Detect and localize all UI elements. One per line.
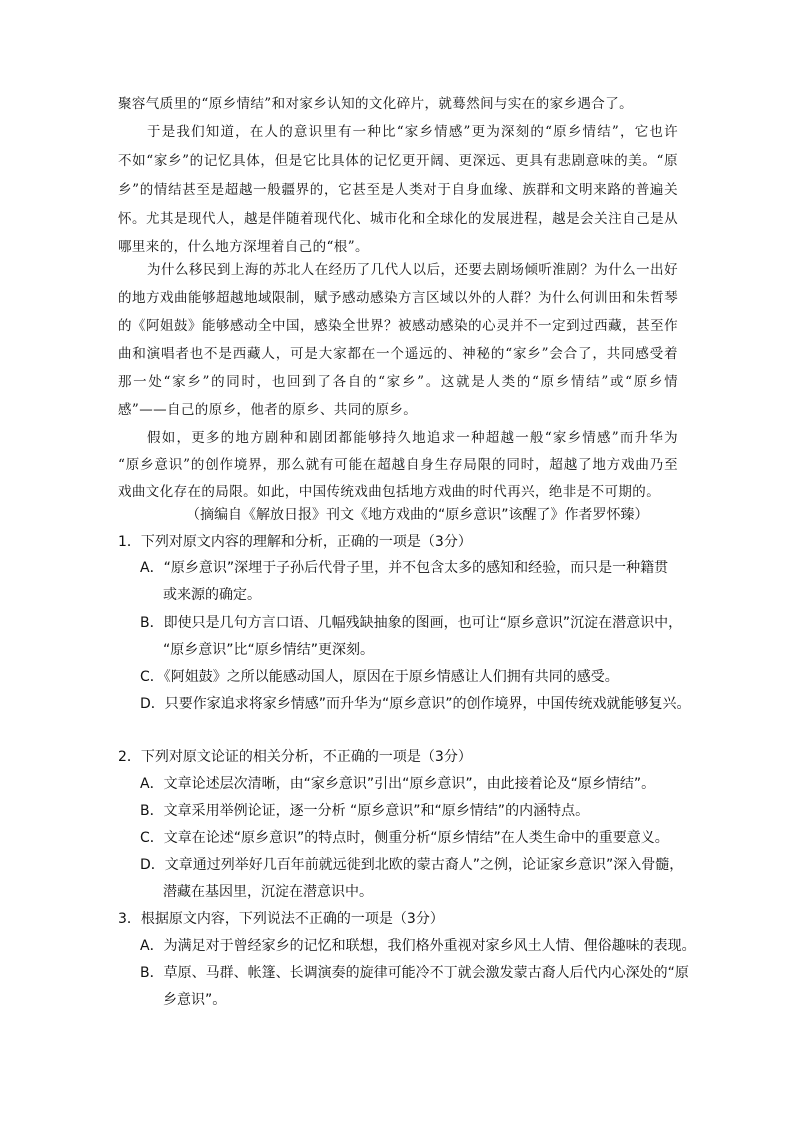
passage-line: 聚容气质里的“原乡情结”和对家乡认知的文化碎片，就蓦然间与实在的家乡遇合了。 [118, 96, 634, 112]
option-line: 或来源的确定。 [163, 587, 261, 603]
passage-line: 的《阿姐鼓》能够感动全中国，感染全世界？被感动感染的心灵并不一定到过西藏，甚至作 [118, 318, 678, 334]
option-line: A．“原乡意识”深埋于子孙后代骨子里，并不包含太多的感知和经验，而只是一种籍贯 [140, 560, 669, 576]
option-line: “原乡意识”比“原乡情结”更深刻。 [163, 642, 375, 658]
option-line: C．文章在论述“原乡意识”的特点时，侧重分析“原乡情结”在人类生命中的重要意义。 [140, 830, 669, 846]
question-stem: 1．下列对原文内容的理解和分析，正确的一项是（3分） [118, 534, 472, 550]
passage-line: 假如，更多的地方剧种和剧团都能够持久地追求一种超越一般“家乡情感”而升华为 [147, 430, 678, 446]
option-line: 潜藏在基因里，沉淀在潜意识中。 [163, 884, 373, 900]
passage-line: 为什么移民到上海的苏北人在经历了几代人以后，还要去剧场倾听淮剧？为什么一出好 [147, 262, 678, 278]
option-line: B．草原、马群、帐篷、长调演奏的旋律可能冷不丁就会激发蒙古裔人后代内心深处的“原 [140, 965, 689, 981]
passage-line: 的地方戏曲能够超越地域限制，赋予感动感染方言区域以外的人群？为什么何训田和朱哲琴 [118, 290, 678, 306]
passage-line: 不如“家乡”的记忆具体，但是它比具体的记忆更开阔、更深远、更具有悲剧意味的美。“原 [118, 153, 678, 169]
option-line: B．文章采用举例论证，逐一分析 “原乡意识”和“原乡情结”的内涵特点。 [140, 803, 590, 819]
passage-line: 哪里来的，什么地方深埋着自己的“根”。 [118, 239, 369, 255]
passage-line: 乡”的情结甚至是超越一般疆界的，它甚至是人类对于自身血缘、族群和文明来路的普遍关 [118, 182, 678, 198]
source-citation: （摘编自《解放日报》刊文《地方戏曲的“原乡意识”该醒了》作者罗怀臻） [186, 507, 649, 523]
passage-line: 曲和演唱者也不是西藏人，可是大家都在一个遥远的、神秘的“家乡”会合了，共同感受着 [118, 346, 678, 362]
option-line: D．只要作家追求将家乡情感”而升华为“原乡意识”的创作境界，中国传统戏就能够复兴。 [140, 696, 691, 712]
passage-line: 戏曲文化存在的局限。如此，中国传统戏曲包括地方戏曲的时代再兴，绝非是不可期的。 [118, 484, 661, 500]
option-line: 乡意识”。 [163, 992, 227, 1008]
option-line: A．文章论述层次清晰，由“家乡意识”引出“原乡意识”，由此接着论及“原乡情结”。 [140, 776, 656, 792]
option-line: C．《阿姐鼓》之所以能感动国人，原因在于原乡情感让人们拥有共同的感受。 [140, 669, 619, 685]
option-line: A．为满足对于曾经家乡的记忆和联想，我们格外重视对家乡风土人情、俚俗趣味的表现。 [140, 938, 696, 954]
question-stem: 2．下列对原文论证的相关分析，不正确的一项是（3分） [118, 749, 472, 765]
question-stem: 3．根据原文内容，下列说法不正确的一项是（3分） [118, 911, 444, 927]
passage-line: 那一处“家乡”的同时，也回到了各自的“家乡”。这就是人类的“原乡情结”或“原乡情 [118, 374, 678, 390]
passage-line: 怀。尤其是现代人，越是伴随着现代化、城市化和全球化的发展进程，越是会关注自己是从 [118, 211, 678, 227]
passage-line: 感”——自己的原乡，他者的原乡、共同的原乡。 [118, 402, 418, 418]
option-line: D．文章通过列举好几百年前就远徙到北欧的蒙古裔人”之例，论证家乡意识”深入骨髓， [140, 857, 684, 873]
passage-line: “原乡意识”的创作境界，那么就有可能在超越自身生存局限的同时，超越了地方戏曲乃至 [118, 457, 678, 473]
option-line: B．即使只是几句方言口语、几幅残缺抽象的图画，也可让“原乡意识”沉淀在潜意识中， [140, 615, 683, 631]
passage-line: 于是我们知道，在人的意识里有一种比“家乡情感”更为深刻的“原乡情结”，它也许 [147, 124, 678, 140]
